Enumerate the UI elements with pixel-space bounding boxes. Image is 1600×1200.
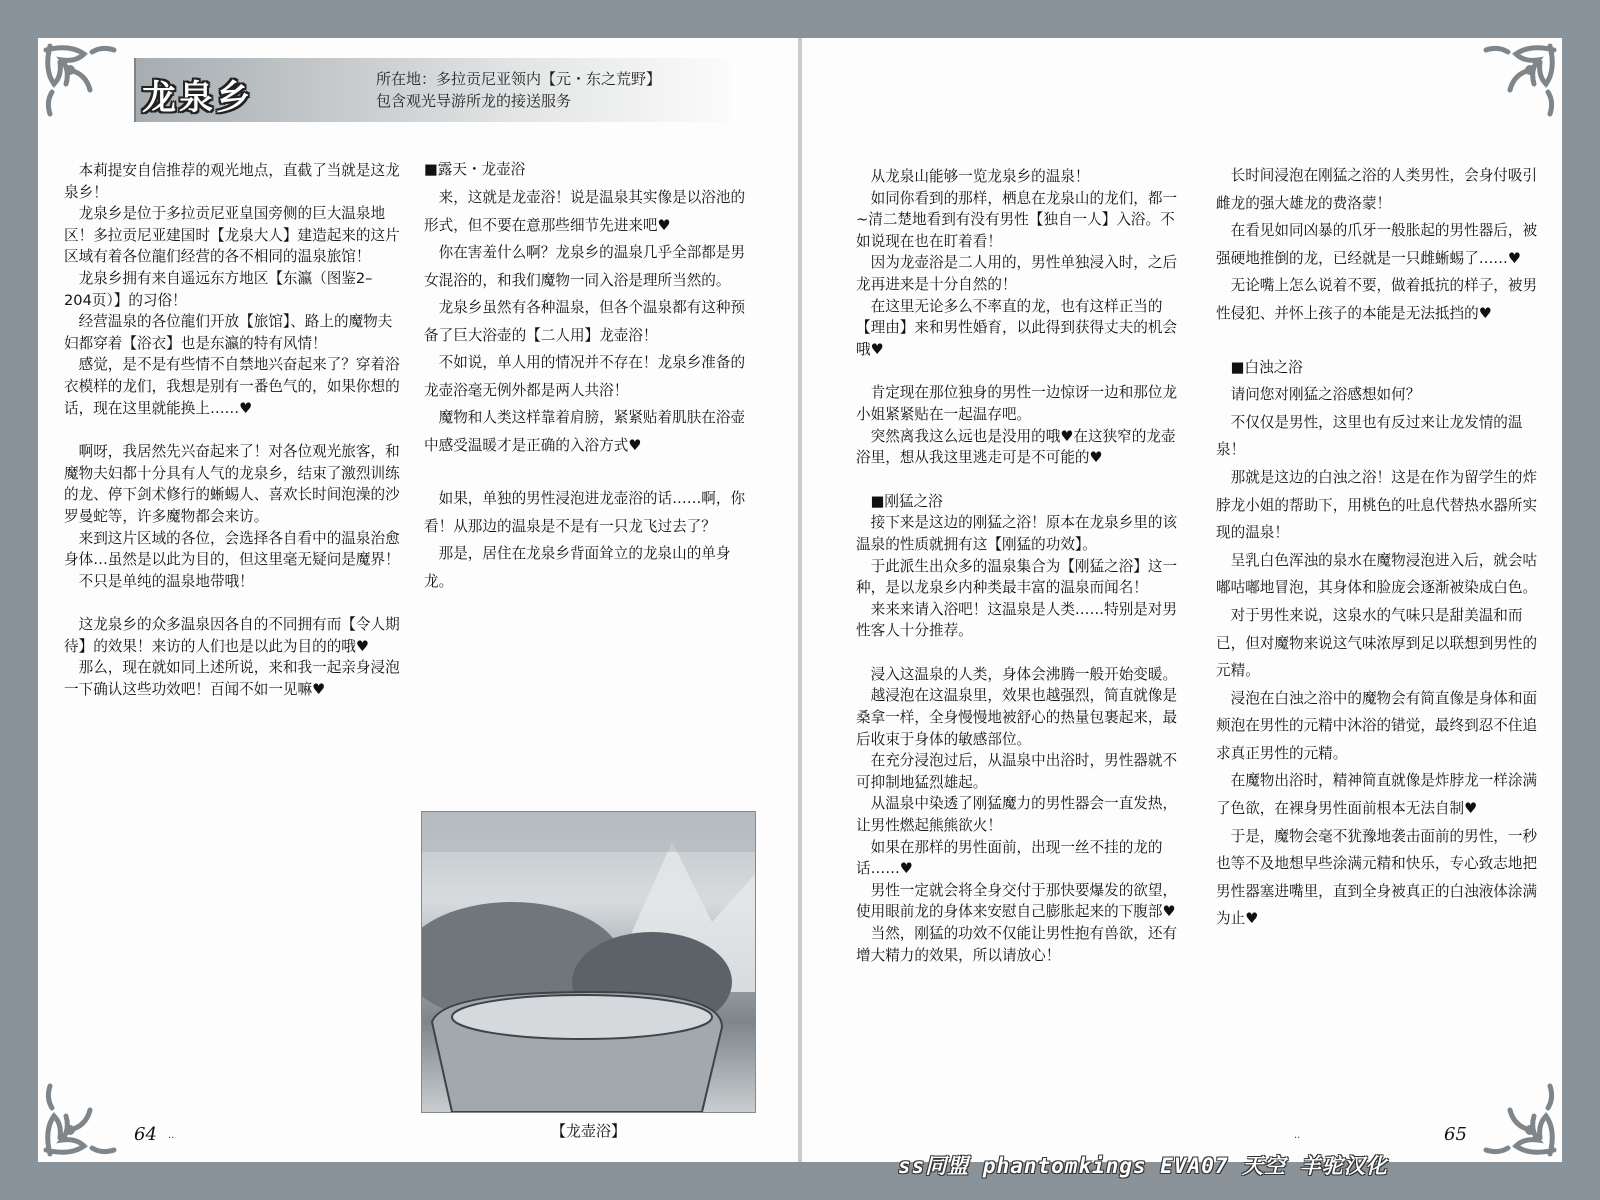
corner-ornament-icon: [1472, 40, 1560, 128]
page-dots-right: ..: [1294, 1130, 1301, 1141]
text-column-1: [64, 160, 400, 701]
corner-ornament-icon: [40, 40, 128, 128]
page-number-left: 64: [134, 1124, 157, 1145]
paragraph: 从龙泉山能够一览龙泉乡的温泉！ 如同你看到的那样，栖息在龙泉山的龙们，都一~清二楚地看到有没有男性【独自一人】入浴。不如说现在也在盯着看！ 因为龙壶浴是二人用的，男性单独浸入时，之后龙再进来是十分自然的！ 在这里无论多么不率直的龙，也有这样正当的【理由】来和男性婚育，以此得到获得丈夫的机会哦♥: [856, 168, 1178, 358]
paragraph: ■白浊之浴 请问您对刚猛之浴感想如何？ 不仅仅是男性，这里也有反过来让龙发情的温泉！ 那就是这边的白浊之浴！这是在作为留学生的炸脖龙小姐的帮助下，用桃色的吐息代替热水器所实现的温泉！ 呈乳白色浑浊的泉水在魔物浸泡进入后，就会咕嘟咕嘟地冒泡，其身体和脸庞会逐渐被染成白色。 对于男性来说，这泉水的气味只是甜美温和而已，但对魔物来说这气味浓厚到足以联想到男性的元精。 浸泡在白浊之浴中的魔物会有简直像是身体和面颊泡在男性的元精中沐浴的错觉，最终到忍不住追求真正男性的元精。 在魔物出浴时，精神简直就像是炸脖龙一样涂满了色欲，在裸身男性面前根本无法自制♥ 于是，魔物会毫不犹豫地袭击面前的男性，一秒也等不及地想早些涂满元精和快乐，专心致志地把男性器塞进嘴里，直到全身被真正的白浊液体涂满为止♥: [1216, 358, 1538, 928]
corner-ornament-icon: [1472, 1072, 1560, 1160]
page-title: 龙泉乡: [142, 78, 253, 118]
text-column-2: [424, 160, 754, 595]
service-line: 包含观光导游所龙的接送服务: [376, 92, 572, 110]
paragraph: 这龙泉乡的众多温泉因各自的不同拥有而【令人期待】的效果！来访的人们也是以此为目的的哦♥ 那么，现在就如同上述所说，来和我一起亲身浸泡一下确认这些功效吧！百闻不如一见嘛♥: [64, 616, 400, 699]
page-dots-left: ..: [168, 1130, 175, 1141]
text-column-4: [1216, 162, 1546, 933]
location-line: 所在地：多拉贡尼亚领内【元・东之荒野】: [376, 70, 662, 88]
corner-ornament-icon: [40, 1072, 128, 1160]
paragraph: 啊呀，我居然先兴奋起来了！对各位观光旅客，和魔物夫妇都十分具有人气的龙泉乡，结束了激烈训练的龙、停下剑术修行的蜥蜴人、喜欢长时间泡澡的沙罗曼蛇等，许多魔物都会来访。 来到这片区域的各位，会选择各自看中的温泉治愈身体…虽然是以此为目的，但这里毫无疑问是魔界！ 不只是单纯的温泉地带哦！: [64, 443, 400, 590]
translation-credit: ss同盟 phantomkings EVA07 天空 羊驼汉化: [898, 1154, 1388, 1178]
paragraph: 本莉提安自信推荐的观光地点，直截了当就是这龙泉乡！ 龙泉乡是位于多拉贡尼亚皇国旁侧的巨大温泉地区！多拉贡尼亚建国时【龙泉大人】建造起来的这片区域有着各位龍们经营的各不相同的温泉旅馆！ 龙泉乡拥有来自遥远东方地区【东瀛（图鉴2–204页）】的习俗！ 经营温泉的各位龍们开放【旅馆】、路上的魔物夫妇都穿着【浴衣】也是东瀛的特有风情！ 感觉，是不是有些情不自禁地兴奋起来了？穿着浴衣模样的龙们，我想是别有一番色气的，如果你想的话，现在这里就能换上……♥: [64, 162, 400, 417]
paragraph: 来，这就是龙壶浴！说是温泉其实像是以浴池的形式，但不要在意那些细节先进来吧♥ 你在害羞什么啊？龙泉乡的温泉几乎全部都是男女混浴的，和我们魔物一同入浴是理所当然的。 龙泉乡虽然有各种温泉，但各个温泉都有这种预备了巨大浴壶的【二人用】龙壶浴！ 不如说，单人用的情况并不存在！龙泉乡准备的龙壶浴毫无例外都是两人共浴！ 魔物和人类这样靠着肩膀，紧紧贴着肌肤在浴壶中感受温暖才是正确的入浴方式♥: [424, 189, 746, 454]
paragraph: 肯定现在那位独身的男性一边惊讶一边和那位龙小姐紧紧贴在一起温存吧。 突然离我这么远也是没用的哦♥在这狭窄的龙壶浴里，想从我这里逃走可是不可能的♥: [856, 384, 1178, 467]
book-spine: [798, 38, 802, 1162]
bath-scene-placeholder: [422, 812, 756, 1113]
section-heading: ■露天・龙壶浴: [424, 161, 526, 178]
paragraph: 如果，单独的男性浸泡进龙壶浴的话……啊，你看！从那边的温泉是不是有一只龙飞过去了？ 那是，居住在龙泉乡背面耸立的龙泉山的单身龙。: [424, 490, 746, 590]
location-info: [376, 68, 661, 112]
text-column-3: [856, 166, 1186, 966]
paragraph: ■刚猛之浴 接下来是这边的刚猛之浴！原本在龙泉乡里的该温泉的性质就拥有这【刚猛的功效】。 于此派生出众多的温泉集合为【刚猛之浴】这一种，是以龙泉乡内种类最丰富的温泉而闻名！ 来来来请入浴吧！这温泉是人类……特别是对男性客人十分推荐。: [856, 492, 1178, 640]
illustration: [421, 811, 756, 1113]
illustration-caption: 【龙壶浴】: [550, 1122, 626, 1140]
paragraph: 浸入这温泉的人类，身体会沸腾一般开始变暖。 越浸泡在这温泉里，效果也越强烈，简直就像是桑拿一样，全身慢慢地被舒心的热量包裹起来，最后收束于身体的敏感部位。 在充分浸泡过后，从温泉中出浴时，男性器就不可抑制地猛烈雄起。 从温泉中染透了刚猛魔力的男性器会一直发热，让男性燃起熊熊欲火！ 如果在那样的男性面前，出现一丝不挂的龙的话……♥ 男性一定就会将全身交付于那快要爆发的欲望，使用眼前龙的身体来安慰自己膨胀起来的下腹部♥ 当然，刚猛的功效不仅能让男性抱有兽欲，还有增大精力的效果，所以请放心！: [856, 665, 1178, 964]
page-number-right: 65: [1444, 1124, 1467, 1145]
paragraph: 长时间浸泡在刚猛之浴的人类男性，会身付吸引雌龙的强大雄龙的费洛蒙！ 在看见如同凶暴的爪牙一般胀起的男性器后，被强硬地推倒的龙，已经就是一只雌蜥蜴了……♥ 无论嘴上怎么说着不要，做着抵抗的样子，被男性侵犯、并怀上孩子的本能是无法抵挡的♥: [1216, 167, 1538, 322]
